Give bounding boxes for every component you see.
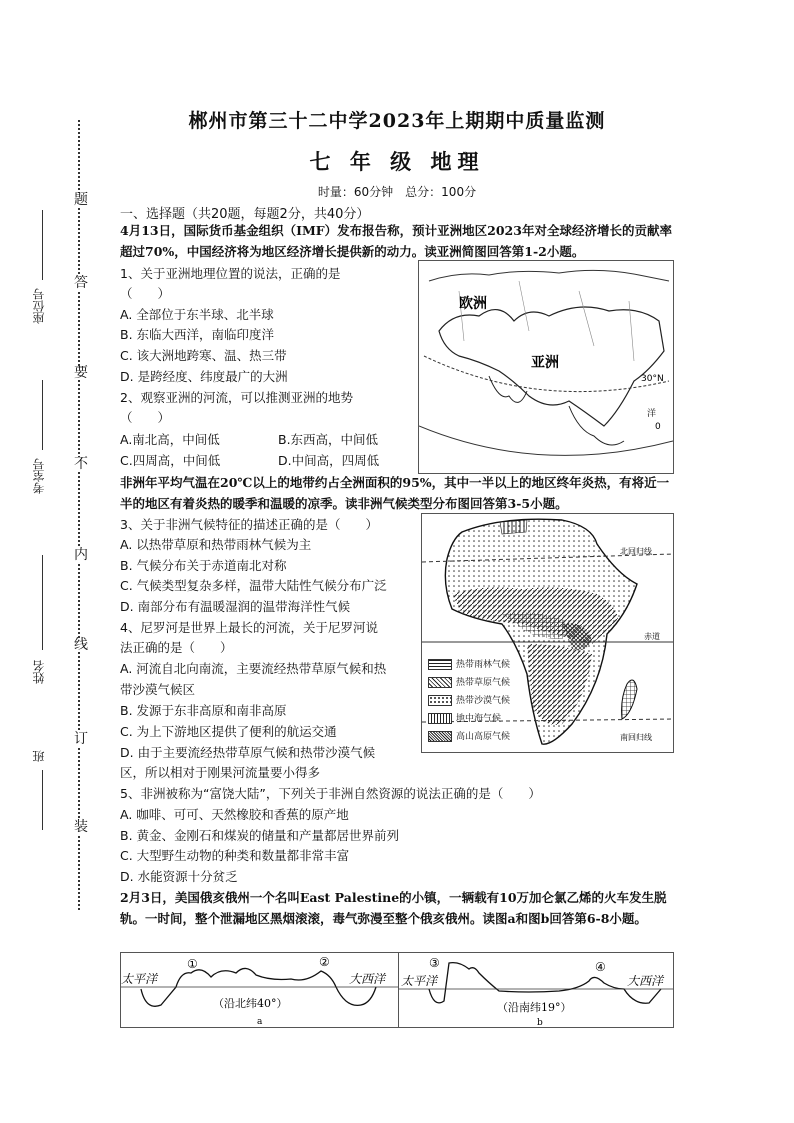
binding-char: 答	[74, 275, 88, 291]
option[interactable]: A. 全部位于东半球、北半球	[120, 307, 274, 322]
tag-a: a	[257, 1017, 263, 1027]
option[interactable]: C. 气候类型复杂多样，温带大陆性气候分布广泛	[120, 578, 387, 593]
legend-item: 热带草原气候	[428, 675, 510, 688]
exam-meta: 时量：60分钟 总分：100分	[317, 185, 477, 199]
marker-3: ③	[429, 956, 440, 970]
option[interactable]: A. 咖啡、可可、天然橡胶和香蕉的原产地	[120, 807, 349, 822]
option[interactable]: C. 大型野生动物的种类和数量都非常丰富	[120, 848, 350, 863]
legend-swatch-rainforest	[428, 659, 452, 670]
question-2: 2、观察亚洲的河流，可以推测亚洲的地势	[120, 390, 353, 405]
legend-swatch-mediterranean	[428, 713, 452, 724]
subject-title: 七 年 级 地理	[309, 149, 485, 174]
legend-swatch-desert	[428, 695, 452, 706]
label-equator: 赤道	[644, 632, 660, 641]
binding-char: 题	[74, 192, 88, 208]
label-atlantic: 大西洋	[349, 972, 386, 986]
exam-room-field[interactable]	[42, 380, 43, 450]
question-1: 1、关于亚洲地理位置的说法，正确的是	[120, 266, 341, 281]
label-pacific: 太平洋	[401, 974, 438, 988]
label-asia: 亚洲	[531, 355, 559, 371]
option[interactable]: B. 东临大西洋，南临印度洋	[120, 327, 275, 342]
label-europe: 欧洲	[459, 296, 487, 312]
name-field[interactable]	[42, 555, 43, 650]
label-tropic-north: 北回归线	[620, 547, 652, 556]
binding-char: 装	[74, 819, 88, 835]
marker-4: ④	[595, 960, 606, 974]
name-label: 姓名	[32, 660, 46, 684]
option[interactable]: A. 河流自北向南流，主要流经热带草原气候和热	[120, 661, 387, 676]
option[interactable]: C. 该大洲地跨寒、温、热三带	[120, 348, 287, 363]
label-zero: 0	[655, 422, 661, 432]
option[interactable]: D. 南部分布有温暖湿润的温带海洋性气候	[120, 599, 351, 614]
option[interactable]: A.南北高，中间低	[120, 432, 220, 447]
answer-blank[interactable]: （ ）	[120, 286, 171, 301]
section-title: 一、选择题（共20题，每题2分，共40分）	[120, 207, 370, 222]
option[interactable]: B. 发源于东非高原和南非高原	[120, 703, 287, 718]
option-cont: 区，所以相对于刚果河流量要小得多	[120, 765, 321, 780]
profile-b-graphic	[399, 953, 673, 1027]
passage-africa: 非洲年平均气温在20℃以上的地带约占全洲面积的95%，其中一半以上的地区终年炎热，有将近一半的地区有着炎热的暖季和温暖的凉季。读非洲气候类型分布图回答第3-5小题。	[120, 475, 670, 511]
legend-swatch-highland	[428, 731, 452, 742]
passage-ohio: 2月3日，美国俄亥俄州一个名叫East Palestine的小镇，一辆载有10万加仑氯乙烯的火车发生脱轨。一时间，整个泄漏地区黑烟滚滚，毒气弥漫至整个俄亥俄州。读图a和图b回答第6-8小题。	[120, 890, 667, 926]
marker-1: ①	[187, 957, 198, 971]
profile-a	[120, 952, 399, 1028]
asia-map	[418, 260, 674, 474]
question-5: 5、非洲被称为“富饶大陆”，下列关于非洲自然资源的说法正确的是（ ）	[120, 786, 541, 801]
option[interactable]: D. 水能资源十分贫乏	[120, 869, 238, 884]
class-field[interactable]	[42, 770, 43, 830]
option[interactable]: C. 为上下游地区提供了便利的航运交通	[120, 724, 337, 739]
option[interactable]: B. 气候分布关于赤道南北对称	[120, 558, 287, 573]
label-30n: 30°N	[641, 374, 664, 384]
binding-line	[78, 120, 80, 910]
legend-item: 热带雨林气候	[428, 657, 510, 670]
option[interactable]: D. 由于主要流经热带草原气候和热带沙漠气候	[120, 745, 376, 760]
tag-b: b	[537, 1018, 543, 1027]
africa-map	[421, 513, 674, 753]
caption-b: （沿南纬19°）	[497, 1001, 572, 1014]
question-4-cont: 法正确的是（ ）	[120, 640, 233, 655]
legend-item: 地中海气候	[428, 711, 501, 724]
seat-number-label: 座位号	[32, 288, 46, 324]
label-atlantic: 大西洋	[627, 974, 664, 988]
option[interactable]: D. 是跨经度、纬度最广的大洲	[120, 369, 288, 384]
marker-2: ②	[319, 955, 330, 969]
seat-number-field[interactable]	[42, 210, 43, 280]
label-tropic-south: 南回归线	[620, 733, 652, 742]
binding-char: 内	[74, 547, 88, 563]
legend-item: 高山高原气候	[428, 729, 510, 742]
binding-char: 订	[74, 731, 88, 747]
answer-blank[interactable]: （ ）	[120, 410, 171, 425]
passage-asia: 4月13日，国际货币基金组织（IMF）发布报告称，预计亚洲地区2023年对全球经济增长的贡献率超过70%，中国经济将为地区经济增长提供新的动力。读亚洲简图回答第1-2小题。	[120, 223, 672, 259]
binding-char: 线	[74, 637, 88, 653]
option-cont: 带沙漠气候区	[120, 682, 196, 697]
profile-a-graphic	[121, 953, 398, 1027]
option[interactable]: B. 黄金、金刚石和煤炭的储量和产量都居世界前列	[120, 828, 400, 843]
binding-char: 要	[74, 365, 88, 381]
option[interactable]: A. 以热带草原和热带雨林气候为主	[120, 537, 312, 552]
profile-b	[398, 952, 674, 1028]
legend-swatch-savanna	[428, 677, 452, 688]
option[interactable]: C.四周高，中间低	[120, 453, 221, 468]
binding-char: 不	[74, 456, 88, 472]
question-3: 3、关于非洲气候特征的描述正确的是（ ）	[120, 517, 378, 532]
question-4: 4、尼罗河是世界上最长的河流，关于尼罗河说	[120, 620, 378, 635]
option[interactable]: B.东西高，中间低	[278, 432, 379, 447]
option[interactable]: D.中间高，四周低	[278, 453, 380, 468]
asia-map-graphic	[419, 261, 673, 473]
legend-item: 热带沙漠气候	[428, 693, 510, 706]
exam-room-label: 考室号	[32, 458, 46, 494]
label-pacific: 太平洋	[121, 972, 158, 986]
label-ocean: 洋	[647, 409, 657, 419]
class-label: 班	[32, 750, 46, 762]
page-title: 郴州市第三十二中学2023年上期期中质量监测	[188, 110, 606, 132]
caption-a: （沿北纬40°）	[213, 997, 288, 1010]
